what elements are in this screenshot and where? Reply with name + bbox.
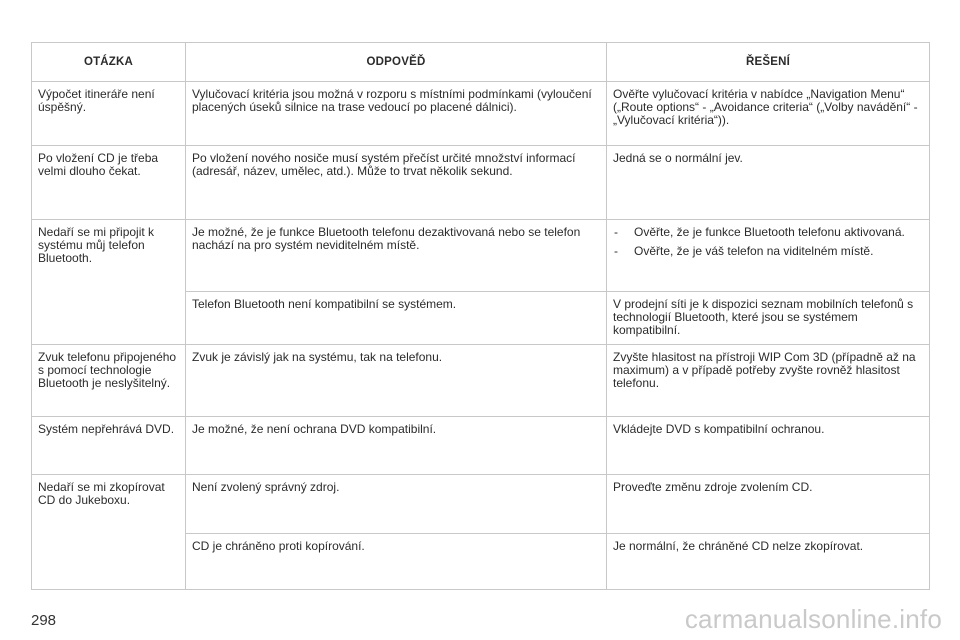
- question-cell: Výpočet itineráře není úspěšný.: [32, 82, 186, 146]
- bullet-dash: -: [614, 225, 618, 239]
- solution-bullet: [613, 245, 923, 258]
- table-row: [32, 345, 930, 417]
- solution-bullet-list: [613, 226, 923, 258]
- solution-cell: Jedná se o normální jev.: [607, 146, 930, 220]
- header-solution: ŘEŠENÍ: [607, 43, 930, 82]
- solution-cell: Ověřte vylučovací kritéria v nabídce „Navigation Menu“ („Route options“ - „Avoidance criteria“ („Volby navádění“ - „Vylučovací kritéria“)).: [607, 82, 930, 146]
- watermark: carmanualsonline.info: [684, 604, 942, 634]
- solution-cell: V prodejní síti je k dispozici seznam mobilních telefonů s technologií Bluetooth, které jsou se systémem kompatibilní.: [607, 292, 930, 345]
- table-row: [32, 417, 930, 475]
- table-row: [32, 82, 930, 146]
- answer-cell: Zvuk je závislý jak na systému, tak na telefonu.: [186, 345, 607, 417]
- table-row: [32, 220, 930, 292]
- answer-cell: Je možné, že je funkce Bluetooth telefonu dezaktivovaná nebo se telefon nachází na pro systém neviditelném místě.: [186, 220, 607, 292]
- solution-cell: [607, 220, 930, 292]
- bullet-dash: -: [614, 244, 618, 258]
- answer-cell: Po vložení nového nosiče musí systém přečíst určité množství informací (adresář, název, umělec, atd.). Může to trvat několik sekund.: [186, 146, 607, 220]
- question-cell: Zvuk telefonu připojeného s pomocí technologie Bluetooth je neslyšitelný.: [32, 345, 186, 417]
- troubleshooting-table: [31, 42, 930, 590]
- answer-cell: Není zvolený správný zdroj.: [186, 475, 607, 534]
- question-cell: Systém nepřehrává DVD.: [32, 417, 186, 475]
- question-cell: Po vložení CD je třeba velmi dlouho čekat.: [32, 146, 186, 220]
- bullet-text: Ověřte, že je váš telefon na viditelném místě.: [634, 244, 874, 258]
- answer-cell: Vylučovací kritéria jsou možná v rozporu s místními podmínkami (vyloučení placených úseků silnice na trase vedoucí po placené dálnici).: [186, 82, 607, 146]
- answer-cell: Telefon Bluetooth není kompatibilní se systémem.: [186, 292, 607, 345]
- header-question: OTÁZKA: [32, 43, 186, 82]
- solution-cell: Je normální, že chráněné CD nelze zkopírovat.: [607, 534, 930, 590]
- solution-cell: Proveďte změnu zdroje zvolením CD.: [607, 475, 930, 534]
- answer-cell: Je možné, že není ochrana DVD kompatibilní.: [186, 417, 607, 475]
- question-cell: Nedaří se mi zkopírovat CD do Jukeboxu.: [32, 475, 186, 590]
- table-row: [32, 146, 930, 220]
- page-number: 298: [31, 612, 57, 629]
- answer-cell: CD je chráněno proti kopírování.: [186, 534, 607, 590]
- table-row: [32, 475, 930, 534]
- bullet-text: Ověřte, že je funkce Bluetooth telefonu aktivovaná.: [634, 225, 905, 239]
- solution-cell: Zvyšte hlasitost na přístroji WIP Com 3D (případně až na maximum) a v případě potřeby zvyšte rovněž hlasitost telefonu.: [607, 345, 930, 417]
- solution-cell: Vkládejte DVD s kompatibilní ochranou.: [607, 417, 930, 475]
- header-answer: ODPOVĚĎ: [186, 43, 607, 82]
- question-cell: Nedaří se mi připojit k systému můj telefon Bluetooth.: [32, 220, 186, 345]
- header-row: [32, 43, 930, 82]
- solution-bullet: [613, 226, 923, 239]
